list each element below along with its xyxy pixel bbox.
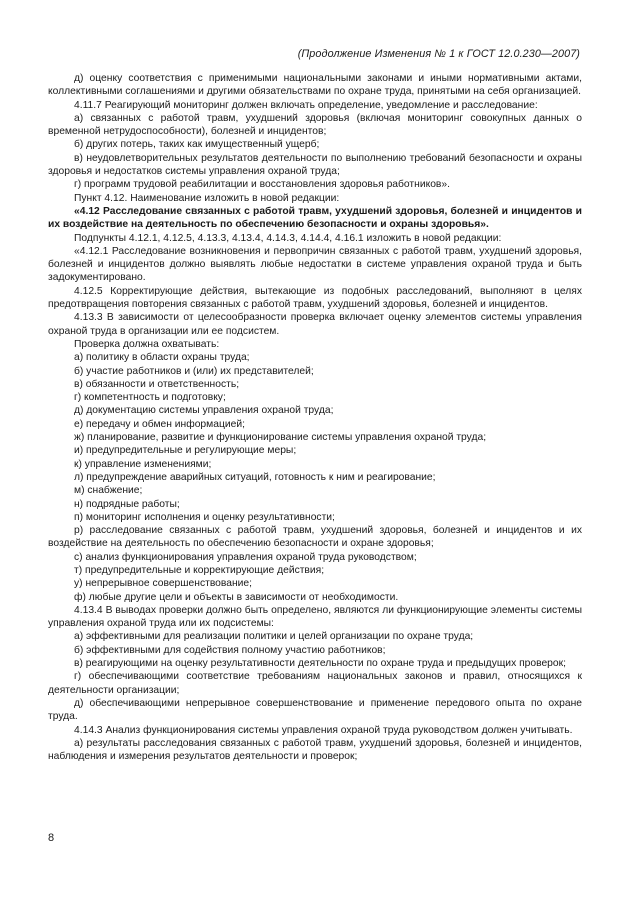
paragraph: 4.13.4 В выводах проверки должно быть определено, являются ли функционирующие элементы системы управления охраной труда или их подсистемы:: [48, 604, 582, 630]
paragraph: с) анализ функционирования управления охраной труда руководством;: [74, 551, 417, 563]
paragraph: н) подрядные работы;: [74, 498, 180, 510]
paragraph: и) предупредительные и регулирующие меры;: [74, 445, 297, 457]
paragraph: в) реагирующими на оценку результативности деятельности по охране труда и предыдущих проверок;: [74, 658, 567, 670]
paragraph: а) эффективными для реализации политики и целей организации по охране труда;: [74, 631, 474, 643]
paragraph: б) эффективными для содействия полному участию работников;: [74, 644, 386, 656]
paragraph: д) документацию системы управления охраной труда;: [74, 405, 334, 417]
paragraph: ж) планирование, развитие и функционирование системы управления охраной труда;: [74, 432, 487, 444]
paragraph: 4.12.5 Корректирующие действия, вытекающие из подобных расследований, выполняют в целях предотвращения повторения связанных с работой травм, ухудшений здоровья, болезней и инцидентов.: [48, 285, 582, 311]
paragraph: д) оценку соответствия с применимыми национальными законами и иными нормативными актами, коллективными соглашениями и другими обязательствами по охране труда, принятыми на себя организацией.: [48, 73, 582, 98]
paragraph: «4.12.1 Расследование возникновения и первопричин связанных с работой травм, ухудшений здоровья, болезней и инцидентов должно выявлять любые недостатки в системе управления охраной труда и быть задокументировано.: [48, 245, 582, 284]
paragraph: д) обеспечивающими непрерывное совершенствование и применение передового опыта по охране труда.: [48, 697, 582, 723]
paragraph: 4.14.3 Анализ функционирования системы управления охраной труда руководством должен учитывать.: [74, 724, 573, 736]
paragraph: у) непрерывное совершенствование;: [74, 578, 253, 590]
paragraph: ф) любые другие цели и объекты в зависимости от необходимости.: [74, 591, 399, 603]
document-body: [48, 72, 582, 763]
paragraph: п) мониторинг исполнения и оценку результативности;: [74, 511, 335, 523]
paragraph: Проверка должна охватывать:: [74, 338, 220, 350]
paragraph: а) политику в области охраны труда;: [74, 352, 250, 364]
paragraph: т) предупредительные и корректирующие действия;: [74, 564, 325, 576]
paragraph: м) снабжение;: [74, 485, 143, 497]
paragraph: г) программ трудовой реабилитации и восстановления здоровья работников».: [74, 179, 450, 191]
paragraph: в) обязанности и ответственность;: [74, 378, 240, 390]
paragraph: е) передачу и обмен информацией;: [74, 418, 245, 430]
paragraph: Подпункты 4.12.1, 4.12.5, 4.13.3, 4.13.4, 4.14.3, 4.14.4, 4.16.1 изложить в новой редакции:: [74, 232, 502, 244]
paragraph: 4.13.3 В зависимости от целесообразности проверка включает оценку элементов системы управления охраной труда в организации или ее подсистем.: [48, 312, 582, 337]
paragraph: а) результаты расследования связанных с работой травм, ухудшений здоровья, болезней и инцидентов, наблюдения и измерения результатов деятельности и проверок;: [48, 737, 582, 763]
paragraph: «4.12 Расследование связанных с работой травм, ухудшений здоровья, болезней и инцидентов и их воздействие на деятельность по обеспечению безопасности и охраны здоровья».: [48, 205, 582, 231]
page-number: 8: [48, 832, 55, 844]
paragraph: 4.11.7 Реагирующий мониторинг должен включать определение, уведомление и расследование:: [74, 99, 538, 111]
paragraph: р) расследование связанных с работой травм, ухудшений здоровья, болезней и инцидентов и их воздействие на деятельность по обеспечению безопасности и охране здоровья;: [48, 525, 582, 550]
paragraph: г) компетентность и подготовку;: [74, 392, 226, 404]
paragraph: б) участие работников и (или) их представителей;: [74, 365, 314, 377]
paragraph: л) предупреждение аварийных ситуаций, готовность к ним и реагирование;: [74, 471, 436, 483]
paragraph: г) обеспечивающими соответствие требованиям национальных законов и правил, относящихся к деятельности организации;: [48, 671, 582, 696]
paragraph: Пункт 4.12. Наименование изложить в новой редакции:: [74, 192, 340, 204]
paragraph: а) связанных с работой травм, ухудшений здоровья (включая мониторинг совокупных данных о временной нетрудоспособности), болезней и инцидентов;: [48, 112, 582, 138]
running-header: (Продолжение Изменения № 1 к ГОСТ 12.0.230—2007): [297, 48, 580, 60]
paragraph: к) управление изменениями;: [74, 458, 212, 470]
paragraph: в) неудовлетворительных результатов деятельности по выполнению требований безопасности и охраны здоровья и недостатков системы управления охраной труда;: [48, 152, 582, 178]
paragraph: б) других потерь, таких как имущественный ущерб;: [74, 139, 320, 151]
